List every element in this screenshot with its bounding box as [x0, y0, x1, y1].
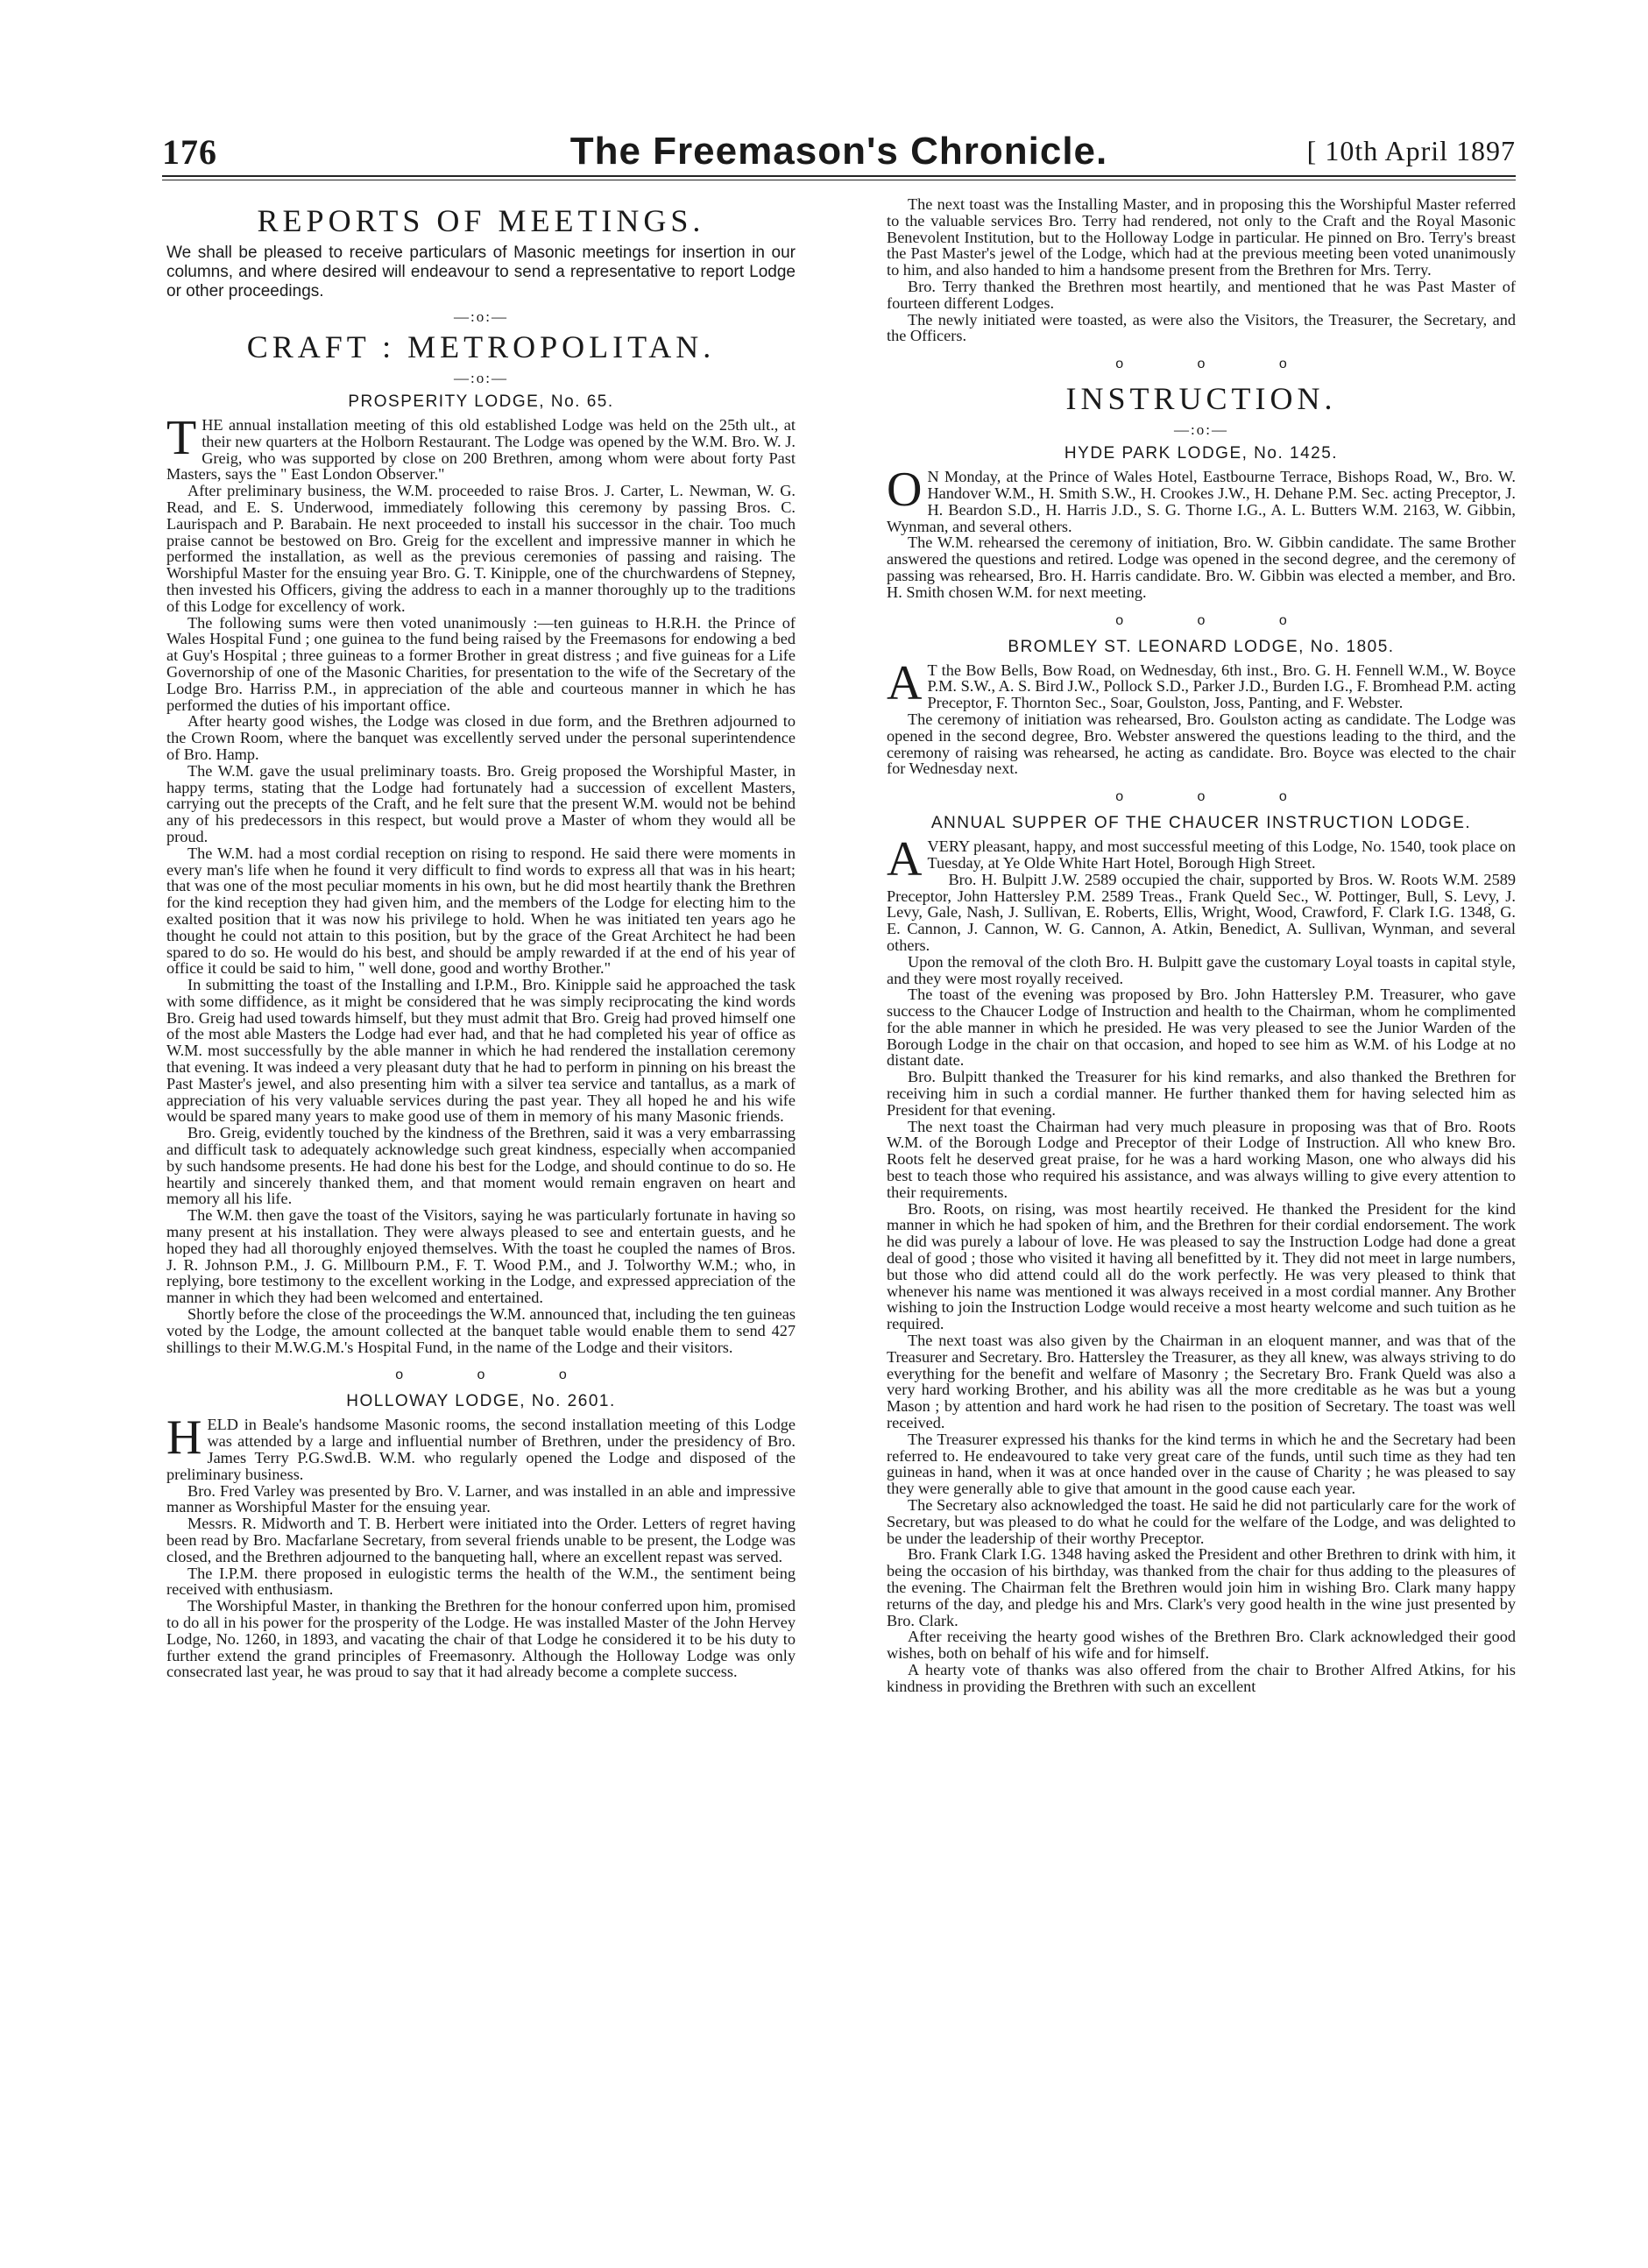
prosperity-lodge-article — [166, 411, 796, 1356]
left-column — [166, 196, 796, 1680]
hyde-park-lodge-article — [887, 463, 1516, 601]
article-paragraph: Messrs. R. Midworth and T. B. Herbert were initiated into the Order. Letters of regret having been read by Bro. Macfarlane Secretary, from several friends unable to be present, the Lodge was closed, and the Brethren adjourned to the banqueting hall, where an excellent repast was served. — [166, 1515, 796, 1565]
divider: —:o:— — [454, 370, 508, 386]
holloway-lodge-heading: HOLLOWAY LODGE, No. 2601. — [346, 1392, 616, 1411]
bromley-lodge-heading: BROMLEY ST. LEONARD LODGE, No. 1805. — [1008, 637, 1395, 656]
drop-cap: H — [166, 1410, 202, 1466]
section-separator: o o o — [1115, 789, 1322, 805]
section-separator: o o o — [1115, 357, 1322, 372]
hyde-park-lodge-heading: HYDE PARK LODGE, No. 1425. — [1064, 444, 1339, 463]
article-paragraph: The newly initiated were toasted, as were also the Visitors, the Treasurer, the Secretary, and the Officers. — [887, 310, 1516, 345]
article-paragraph: The next toast was also given by the Chairman in an eloquent manner, and was that of the Treasurer and Secretary. Bro. Hattersley the Treasurer, as they all knew, was always striving to do everything for the benefit and welfare of Masonry ; the Secretary Bro. Frank Queld was also a very hard working Brother, and his ability was all the more creditable as he was but a young Mason ; by attention and hard work he had risen to the position of Secretary. The toast was well received. — [887, 1332, 1516, 1432]
article-paragraph: Shortly before the close of the proceedings the W.M. announced that, including the ten guineas voted by the Lodge, the amount collected at the banquet table would enable them to send 427 shillings to their M.W.G.M.'s Hospital Fund, in the name of the Lodge and their visitors. — [166, 1305, 796, 1356]
article-paragraph: Bro. Bulpitt thanked the Treasurer for his kind remarks, and also thanked the Brethren for receiving him in such a cordial manner. He further thanked them for having selected him as President for that evening. — [887, 1068, 1516, 1119]
article-paragraph: Bro. Frank Clark I.G. 1348 having asked the President and other Brethren to drink with him, it being the occasion of his birthday, was thanked from the chair for thus adding to the pleasures of the evening. The Chairman felt the Brethren would join him in wishing Bro. Clark many happy returns of the day, and pledge his and Mrs. Clark's very good health in the wine just presented by Bro. Clark. — [887, 1545, 1516, 1629]
article-paragraph: The next toast was the Installing Master, and in proposing this the Worshipful Master referred to the valuable services Bro. Terry had rendered, not only to the Craft and the Royal Masonic Benevolent Institution, but to the Holloway Lodge in particular. He pinned on Bro. Terry's breast the Past Master's jewel of the Lodge, which had at the previous meeting been voted unanimously to him, and also handed to him a handsome present from the Brethren for Mrs. Terry. — [887, 195, 1516, 279]
article-paragraph: The Treasurer expressed his thanks for the kind terms in which he and the Secretary had been referred to. He endeavoured to take very great care of the funds, until such time as they had ten guineas in hand, when it was at once handed over in the cause of Charity ; he was pleased to say they were generally able to give that amount in the good cause each year. — [887, 1430, 1516, 1498]
article-paragraph: After receiving the hearty good wishes of the Brethren Bro. Clark acknowledged their good wishes, both on behalf of his wife and for himself. — [887, 1628, 1516, 1663]
instruction-title: INSTRUCTION. — [1065, 381, 1337, 417]
divider: —:o:— — [454, 308, 508, 325]
article-paragraph: The Secretary also acknowledged the toast. He said he did not particularly care for the work of Secretary, but was pleased to do what he could for the welfare of the Lodge, and was delighted to be under the leadership of their worthy Preceptor. — [887, 1496, 1516, 1547]
article-paragraph: The W.M. had a most cordial reception on rising to respond. He said there were moments in every man's life when he found it very difficult to find words to express all that was in his heart; that was one of the most peculiar moments in his own, but he did most heartily thank the Brethren for the kind reception they had given him, and the members of the Lodge for electing him to the exalted position that it was now his privilege to hold. When he was initiated ten years ago he thought he could not attain to this position, but by the grace of the Great Architect he had been spared to do so. He would do his best, and should be amply rewarded if at the end of his year of office it could be said to him, " well done, good and worthy Brother." — [166, 844, 796, 978]
article-paragraph: Bro. Roots, on rising, was most heartily received. He thanked the President for the kind manner in which he had spoken of him, and the Brethren for their cordial endorsement. The work he did was purely a labour of love. He was pleased to say the Instruction Lodge had done a great deal of good ; those who visited it having all benefitted by it. They did not meet in large numbers, but those who did attend could all do the work perfectly. He was very pleased to think that whenever his name was mentioned it was always received in a most cordial manner. Any Brother wishing to join the Instruction Lodge would receive a most hearty welcome and such tuition as he required. — [887, 1199, 1516, 1333]
drop-cap: O — [887, 463, 923, 518]
article-paragraph: After hearty good wishes, the Lodge was closed in due form, and the Brethren adjourned to the Crown Room, where the banquet was excellently served under the personal superintendence of Bro. Hamp. — [166, 712, 796, 763]
article-paragraph: The following sums were then voted unanimously :—ten guineas to H.R.H. the Prince of Wales Hospital Fund ; one guinea to the fund being raised by the Freemasons for endowing a bed at Guy's Hospital ; three guineas to a former Brother in great distress ; and five guineas for a Life Governorship of one of the Masonic Charities, for presentation to the wife of the Secretary of the Lodge Bro. Harriss P.M., in appreciation of the able and courteous manner in which he has performed the duties of his important office. — [166, 613, 796, 714]
article-paragraph: A hearty vote of thanks was also offered from the chair to Brother Alfred Atkins, for his kindness in providing the Brethren with such an excellent — [887, 1660, 1516, 1695]
article-paragraph: THE annual installation meeting of this old established Lodge was held on the 25th ult., at their new quarters at the Holborn Restaurant. The Lodge was opened by the W.M. Bro. W. J. Greig, who was supported by close on 200 Brethren, among whom were about forty Past Masters, says the " East London Observer." — [166, 411, 796, 484]
page-number: 176 — [162, 132, 217, 172]
holloway-lodge-continued — [887, 196, 1516, 344]
section-separator: o o o — [1115, 612, 1322, 628]
divider: —:o:— — [1174, 421, 1228, 439]
masthead — [162, 130, 1516, 172]
article-paragraph: Bro. H. Bulpitt J.W. 2589 occupied the chair, supported by Bros. W. Roots W.M. 2589 Preceptor, John Hattersley P.M. 2589 Treas., Frank Queld Sec., W. Pottinger, Bull, S. Levy, J. Levy, Gale, Nash, J. Sullivan, E. Roberts, Ellis, Wright, Wood, Crawford, F. Clark I.G. 1348, G. E. Cannon, J. Cannon, W. G. Cannon, A. Atkin, Benedict, A. Sullivan, Wynman, and several others. — [887, 870, 1516, 954]
holloway-lodge-article — [166, 1410, 796, 1681]
article-paragraph: The W.M. gave the usual preliminary toasts. Bro. Greig proposed the Worshipful Master, in happy terms, stating that the Lodge had fortunately had a succession of excellent Masters, carrying out the precepts of the Craft, and he felt sure that the present W.M. would not be behind any of his predecessors in this respect, but would prove a Master of whom they would all be proud. — [166, 761, 796, 845]
article-paragraph: The W.M. rehearsed the ceremony of initiation, Bro. W. Gibbin candidate. The same Brother answered the questions and retired. Lodge was opened in the second degree, and the ceremony of passing was rehearsed, Bro. H. Harris candidate. Bro. W. Gibbin was elected a member, and Bro. H. Smith chosen W.M. for next meeting. — [887, 533, 1516, 601]
article-paragraph: A T the Bow Bells, Bow Road, on Wednesday, 6th inst., Bro. G. H. Fennell W.M., W. Boyce P.M. S.W., A. S. Bird J.W., Pollock S.D., Parker J.D., Burden I.G., F. Bromhead P.M. acting Preceptor, F. Thornton Sec., Soar, Goulston, Joss, Panting, and F. Webster. — [887, 655, 1516, 712]
chaucer-supper-heading: ANNUAL SUPPER OF THE CHAUCER INSTRUCTION LODGE. — [930, 814, 1472, 833]
article-paragraph: The toast of the evening was proposed by Bro. John Hattersley P.M. Treasurer, who gave success to the Chaucer Lodge of Instruction and health to the Chairman, whom he complimented for the able manner in which he presided. He was very pleased to see the Junior Warden of the Borough Lodge in the chair on that occasion, and hoped to see him as W.M. of his Lodge at no distant date. — [887, 986, 1516, 1070]
article-paragraph: AVERY pleasant, happy, and most successful meeting of this Lodge, No. 1540, took place on Tuesday, at Ye Olde White Hart Hotel, Borough High Street. — [887, 832, 1516, 887]
drop-cap: A — [887, 832, 923, 887]
drop-cap: T — [166, 411, 197, 465]
article-paragraph: The ceremony of initiation was rehearsed, Bro. Goulston acting as candidate. The Lodge was opened in the second degree, Bro. Webster answered the questions leading to the third, and the ceremony of raising was rehearsed, he acting as candidate. Bro. Boyce was elected to the chair for Wednesday next. — [887, 710, 1516, 778]
article-paragraph: The next toast the Chairman had very much pleasure in proposing was that of Bro. Roots W.M. of the Borough Lodge and Preceptor of their Lodge of Instruction. All who knew Bro. Roots felt he deserved great praise, for he was a hard working Mason, one who always did his best to teach those who required his assistance, and was always willing to give every attention to their requirements. — [887, 1117, 1516, 1201]
article-paragraph: In submitting the toast of the Installing and I.P.M., Bro. Kinipple said he approached the task with some diffidence, as it might be considered that he was simply reciprocating the kind words Bro. Greig had used towards himself, but they must admit that Bro. Greig had proved himself one of the most able Masters the Lodge had ever had, and that he had completed his year of office as W.M. most successfully by the able manner in which he had rendered the installation ceremony that evening. It was indeed a very pleasant duty that he had to perform in pinning on his breast the Past Master's jewel, and also presenting him with a silver tea service and tantallus, as a mark of appreciation of his very valuable services during the past year. They all hoped he and his wife would be spared many years to make good use of them in memory of his many Masonic friends. — [166, 976, 796, 1126]
article-paragraph: After preliminary business, the W.M. proceeded to raise Bros. J. Carter, L. Newman, W. G. Read, and E. S. Underwood, immediately following this ceremony by passing Bros. C. Laurispach and P. Barabain. He next proceeded to install his successor in the chair. Too much praise cannot be bestowed on Bro. Greig for the excellent and impressive manner in which he performed the installation, as well as the previous ceremonies of passing and raising. The Worshipful Master for the ensuing year Bro. G. T. Kinipple, one of the churchwardens of Stepney, then invested his Officers, giving the address to each in a manner thoroughly up to the traditions of this Lodge for excellency of work. — [166, 482, 796, 615]
bromley-lodge-article — [887, 655, 1516, 778]
article-paragraph: Bro. Greig, evidently touched by the kindness of the Brethren, said it was a very embarrassing and difficult task to adequately acknowledge such great kindness, especially when accompanied by such handsome presents. He had done his best for the Lodge, and should continue to do so. He heartily and sincerely thanked them, and that moment would remain engraven on heart and memory all his life. — [166, 1124, 796, 1208]
drop-cap: A — [887, 655, 923, 710]
article-paragraph: Upon the removal of the cloth Bro. H. Bulpitt gave the customary Loyal toasts in capital style, and they were most royally received. — [887, 952, 1516, 987]
header-rule — [162, 175, 1516, 177]
editorial-notice: We shall be pleased to receive particulars of Masonic meetings for insertion in our columns, and where desired will endeavour to send a representative to report Lodge or other proceedings. — [166, 244, 796, 300]
issue-date: [ 10th April 1897 — [1306, 135, 1516, 166]
publication-title: The Freemason's Chronicle. — [569, 130, 1108, 173]
article-paragraph: The I.P.M. there proposed in eulogistic terms the health of the W.M., the sentiment being received with enthusiasm. — [166, 1564, 796, 1599]
craft-metropolitan-title: CRAFT : METROPOLITAN. — [246, 329, 716, 364]
article-paragraph: O N Monday, at the Prince of Wales Hotel, Eastbourne Terrace, Bishops Road, W., Bro. W. Handover W.M., H. Smith S.W., H. Crookes J.W., H. Dehane P.M. Sec. acting Preceptor, J. H. Beardon S.D., H. Harris J.D., S. G. Thorne I.G., A. L. Butters W.M. 2163, W. Gibbin, Wynman, and several others. — [887, 463, 1516, 535]
chaucer-supper-article — [887, 832, 1516, 1695]
article-paragraph: The Worshipful Master, in thanking the Brethren for the honour conferred upon him, promised to do all in his power for the prosperity of the Lodge. He was installed Master of the John Hervey Lodge, No. 1260, in 1893, and vacating the chair of that Lodge he considered it to be his duty to further extend the grand principles of Freemasonry. Although the Holloway Lodge was only consecrated last year, he was proud to say that it had already become a complete success. — [166, 1597, 796, 1681]
section-title: REPORTS OF MEETINGS. — [257, 203, 705, 238]
right-column — [887, 196, 1516, 1695]
article-paragraph: HELD in Beale's handsome Masonic rooms, the second installation meeting of this Lodge was attended by a large and influential number of Brethren, under the presidency of Bro. James Terry P.G.Swd.B. W.M. who regularly opened the Lodge and disposed of the preliminary business. — [166, 1410, 796, 1483]
prosperity-lodge-heading: PROSPERITY LODGE, No. 65. — [348, 392, 614, 411]
article-paragraph: Bro. Terry thanked the Brethren most heartily, and mentioned that he was Past Master of fourteen different Lodges. — [887, 277, 1516, 312]
article-paragraph: Bro. Fred Varley was presented by Bro. V. Larner, and was installed in an able and impressive manner as Worshipful Master for the ensuing year. — [166, 1481, 796, 1516]
article-paragraph: The W.M. then gave the toast of the Visitors, saying he was particularly fortunate in having so many present at his installation. They were always pleased to see and entertain guests, and he hoped they had all thoroughly enjoyed themselves. With the toast he coupled the names of Bros. J. R. Johnson P.M., J. G. Millbourn P.M., F. T. Wood P.M., and J. Tolworthy W.M.; who, in replying, bore testimony to the excellent working in the Lodge, and expressed appreciation of the manner in which they had been welcomed and entertained. — [166, 1206, 796, 1307]
section-separator: o o o — [395, 1367, 602, 1383]
